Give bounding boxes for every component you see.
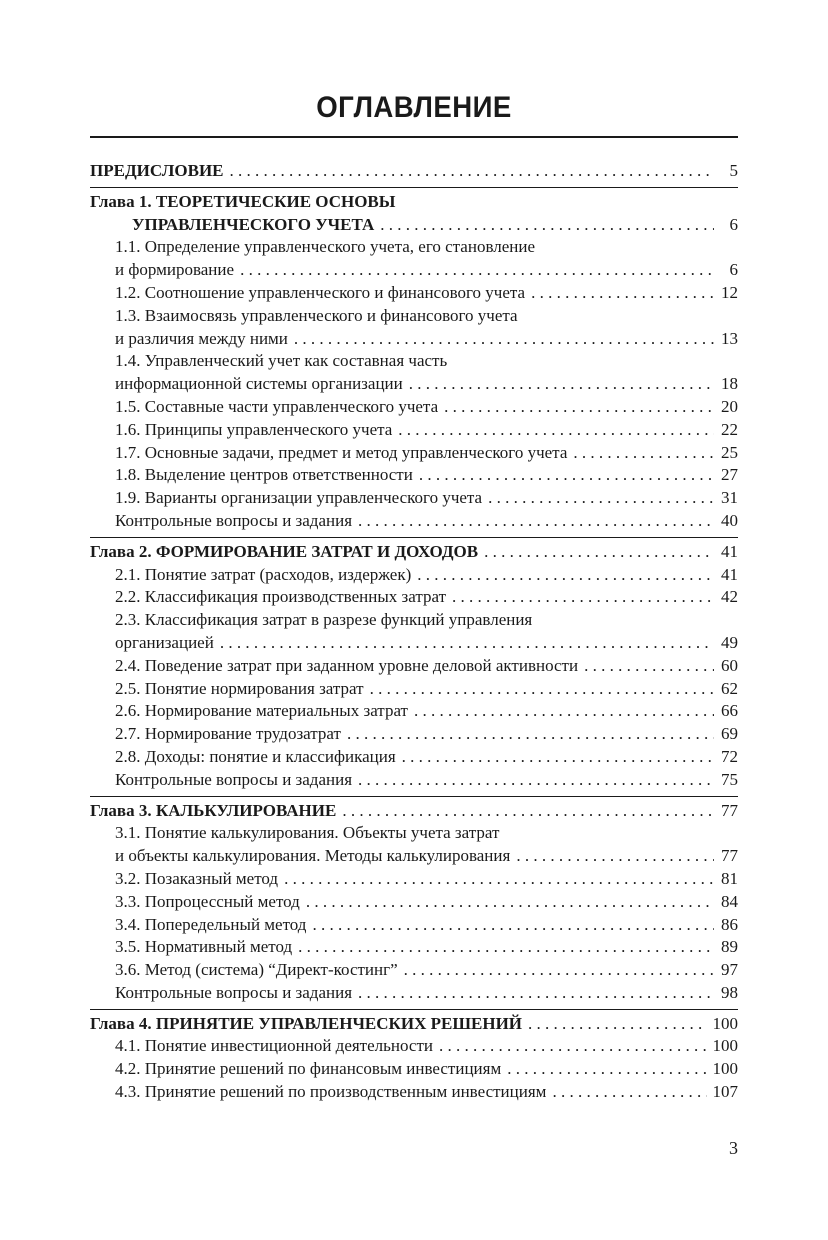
toc-page-number: 75: [721, 769, 738, 789]
toc-page-number: 31: [721, 488, 738, 508]
toc-chapter-entry: [90, 191, 738, 237]
toc-entry-title: 1.9. Варианты организации управленческого учета: [115, 488, 483, 508]
toc-page-number: 98: [721, 982, 738, 1002]
dot-leader: [358, 982, 714, 1005]
toc-chapter-entry: [90, 160, 738, 183]
toc-section-entry: [115, 1081, 738, 1104]
toc-page-number: 42: [721, 587, 738, 607]
dot-leader: [439, 1035, 707, 1058]
toc-page-number: 40: [721, 510, 738, 530]
toc-entry-title: и различия между ними: [115, 328, 288, 348]
toc-entry-title: Контрольные вопросы и задания: [115, 769, 353, 789]
title-rule: [90, 136, 738, 138]
dot-leader: [409, 373, 714, 396]
dot-leader: [284, 868, 714, 891]
toc-section-entry: [115, 982, 738, 1005]
dot-leader: [398, 419, 714, 442]
toc-page-number: 49: [721, 632, 738, 652]
dot-leader: [552, 1081, 706, 1104]
toc-entry-title: 2.5. Понятие нормирования затрат: [115, 678, 364, 698]
toc-entry-title: Глава 3. КАЛЬКУЛИРОВАНИЕ: [90, 800, 337, 820]
toc-page-number: 72: [721, 746, 738, 766]
toc-page-number: 97: [721, 960, 738, 980]
toc-section-entry: [115, 723, 738, 746]
toc-entry-title: Глава 1. ТЕОРЕТИЧЕСКИЕ ОСНОВЫ: [90, 191, 396, 211]
toc-entry-title: УПРАВЛЕНЧЕСКОГО УЧЕТА: [132, 214, 375, 234]
toc-entry-title: 1.7. Основные задачи, предмет и метод управленческого учета: [115, 442, 568, 462]
toc-entry-title: 1.8. Выделение центров ответственности: [115, 465, 413, 485]
dot-leader: [404, 959, 714, 982]
toc-section: [90, 187, 738, 537]
toc-section-entry: [115, 305, 738, 351]
toc-page-number: 60: [721, 655, 738, 675]
dot-leader: [298, 936, 714, 959]
toc-page-number: 100: [712, 1013, 738, 1033]
toc-page-number: 77: [721, 800, 738, 820]
dot-leader: [488, 487, 714, 510]
dot-leader: [531, 282, 714, 305]
toc-section-entry: [115, 769, 738, 792]
toc-page-number: 25: [721, 442, 738, 462]
dot-leader: [452, 586, 714, 609]
toc-page-number: 18: [721, 374, 738, 394]
toc-chapter-entry: [90, 800, 738, 823]
toc-entry-title: 1.2. Соотношение управленческого и финансового учета: [115, 282, 526, 302]
toc-section-entry: [115, 350, 738, 396]
toc-entry-title: Контрольные вопросы и задания: [115, 510, 353, 530]
toc-section-entry: [115, 868, 738, 891]
dot-leader: [230, 160, 714, 183]
toc-entry-title: 4.2. Принятие решений по финансовым инвестициям: [115, 1059, 502, 1079]
dot-leader: [573, 442, 714, 465]
table-of-contents: [90, 160, 738, 1108]
page-number: 3: [729, 1138, 738, 1158]
toc-section-entry: [115, 510, 738, 533]
toc-section-entry: [115, 700, 738, 723]
toc-entry-title: 1.1. Определение управленческого учета, его становление: [115, 237, 536, 257]
toc-page-number: 22: [721, 419, 738, 439]
toc-page-number: 5: [729, 161, 738, 180]
toc-page-number: 6: [729, 260, 738, 280]
dot-leader: [380, 214, 714, 237]
toc-page-number: 27: [721, 465, 738, 485]
dot-leader: [419, 464, 714, 487]
toc-page-number: 41: [721, 564, 738, 584]
toc-section-entry: [115, 746, 738, 769]
toc-section-entry: [115, 914, 738, 937]
toc-page-number: 107: [712, 1082, 738, 1102]
toc-entry-title: ПРЕДИСЛОВИЕ: [90, 161, 224, 180]
toc-section-entry: [115, 396, 738, 419]
toc-page-number: 6: [729, 214, 738, 234]
toc-entry-title: 3.3. Попроцессный метод: [115, 891, 300, 911]
toc-entry-title: и формирование: [115, 260, 235, 280]
toc-page-number: 41: [721, 541, 738, 561]
dot-leader: [507, 1058, 706, 1081]
toc-chapter-entry: [90, 1013, 738, 1036]
toc-entry-title: 1.6. Принципы управленческого учета: [115, 419, 393, 439]
page-title: ОГЛАВЛЕНИЕ: [316, 91, 512, 124]
dot-leader: [444, 396, 714, 419]
toc-entry-title: 2.1. Понятие затрат (расходов, издержек): [115, 564, 412, 584]
toc-entry-title: 1.5. Составные части управленческого учета: [115, 396, 439, 416]
toc-section-entry: [115, 678, 738, 701]
toc-page-number: 20: [721, 396, 738, 416]
toc-section-entry: [115, 936, 738, 959]
toc-entry-title: 1.4. Управленческий учет как составная часть: [115, 351, 448, 371]
toc-chapter-entry: [90, 541, 738, 564]
toc-entry-title: 3.2. Позаказный метод: [115, 868, 279, 888]
toc-section-entry: [115, 1058, 738, 1081]
dot-leader: [347, 723, 714, 746]
toc-section-entry: [115, 564, 738, 587]
toc-section-entry: [115, 609, 738, 655]
toc-page-number: 69: [721, 724, 738, 744]
dot-leader: [342, 800, 714, 823]
toc-page-number: 84: [721, 891, 738, 911]
toc-entry-title: 3.6. Метод (система) “Директ-костинг”: [115, 960, 398, 980]
toc-page: [90, 0, 738, 1108]
dot-leader: [414, 700, 714, 723]
dot-leader: [220, 632, 714, 655]
dot-leader: [584, 655, 714, 678]
toc-entry-title: 4.1. Понятие инвестиционной деятельности: [115, 1036, 433, 1056]
toc-entry-title: информационной системы организации: [115, 374, 403, 394]
toc-page-number: 100: [712, 1059, 738, 1079]
toc-page-number: 86: [721, 914, 738, 934]
dot-leader: [358, 769, 714, 792]
toc-entry-title: Глава 2. ФОРМИРОВАНИЕ ЗАТРАТ И ДОХОДОВ: [90, 541, 479, 561]
dot-leader: [417, 564, 714, 587]
toc-entry-title: 2.3. Классификация затрат в разрезе функций управления: [115, 610, 533, 630]
toc-section: [90, 160, 738, 187]
dot-leader: [240, 259, 714, 282]
toc-section-entry: [115, 891, 738, 914]
toc-section: [90, 796, 738, 1009]
toc-page-number: 89: [721, 937, 738, 957]
toc-entry-title: 2.6. Нормирование материальных затрат: [115, 701, 408, 721]
dot-leader: [358, 510, 714, 533]
toc-page-number: 100: [712, 1036, 738, 1056]
toc-page-number: 66: [721, 701, 738, 721]
toc-entry-title: Глава 4. ПРИНЯТИЕ УПРАВЛЕНЧЕСКИХ РЕШЕНИЙ: [90, 1013, 523, 1033]
toc-section-entry: [115, 1035, 738, 1058]
toc-section: [90, 537, 738, 796]
toc-page-number: 81: [721, 868, 738, 888]
toc-page-number: 77: [721, 846, 738, 866]
toc-section-entry: [115, 236, 738, 282]
toc-section-entry: [115, 464, 738, 487]
toc-section-entry: [115, 959, 738, 982]
toc-page-number: 12: [721, 282, 738, 302]
dot-leader: [370, 678, 714, 701]
toc-entry-title: организацией: [115, 632, 214, 652]
dot-leader: [294, 328, 714, 351]
toc-entry-title: и объекты калькулирования. Методы калькулирования: [115, 846, 511, 866]
toc-page-number: 13: [721, 328, 738, 348]
toc-entry-title: 2.7. Нормирование трудозатрат: [115, 724, 341, 744]
dot-leader: [402, 746, 714, 769]
toc-section-entry: [115, 655, 738, 678]
toc-entry-title: 2.4. Поведение затрат при заданном уровне деловой активности: [115, 655, 579, 675]
toc-section-entry: [115, 282, 738, 305]
toc-entry-title: 3.1. Понятие калькулирования. Объекты учета затрат: [115, 823, 500, 843]
toc-section-entry: [115, 822, 738, 868]
toc-page-number: 62: [721, 678, 738, 698]
toc-section-entry: [115, 586, 738, 609]
dot-leader: [484, 541, 714, 564]
toc-entry-title: 3.4. Попередельный метод: [115, 914, 307, 934]
dot-leader: [516, 845, 714, 868]
toc-entry-title: 3.5. Нормативный метод: [115, 937, 293, 957]
toc-section-entry: [115, 442, 738, 465]
toc-entry-title: 2.2. Классификация производственных затрат: [115, 587, 447, 607]
toc-section-entry: [115, 419, 738, 442]
toc-entry-title: 4.3. Принятие решений по производственным инвестициям: [115, 1082, 547, 1102]
dot-leader: [528, 1013, 706, 1036]
toc-entry-title: 1.3. Взаимосвязь управленческого и финансового учета: [115, 305, 518, 325]
toc-section-entry: [115, 487, 738, 510]
dot-leader: [312, 914, 714, 937]
toc-section: [90, 1009, 738, 1108]
toc-entry-title: 2.8. Доходы: понятие и классификация: [115, 746, 396, 766]
toc-entry-title: Контрольные вопросы и задания: [115, 982, 353, 1002]
dot-leader: [306, 891, 714, 914]
